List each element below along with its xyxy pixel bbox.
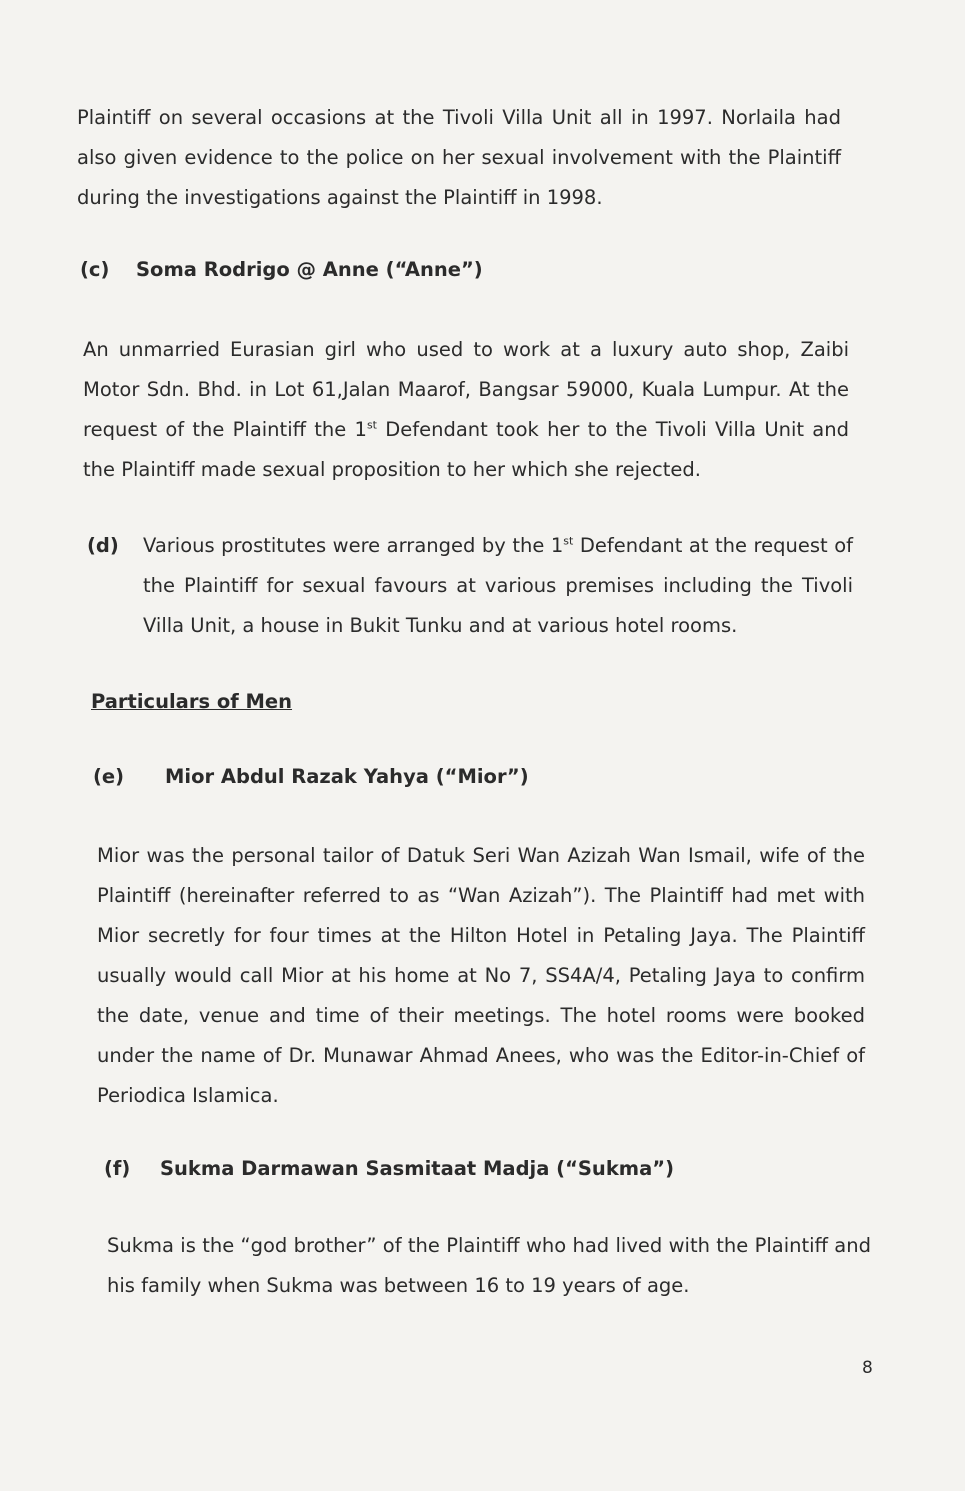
- item-marker: (d): [87, 534, 119, 557]
- page-number: 8: [862, 1358, 873, 1378]
- paragraph-e: [97, 836, 865, 1116]
- section-title: Particulars of Men: [91, 690, 293, 713]
- paragraph-f: [107, 1226, 871, 1306]
- item-marker: (e): [93, 765, 125, 788]
- section-heading: [91, 690, 292, 713]
- paragraph-text: Plaintiff on several occasions at the Tivoli Villa Unit all in 1997. Norlaila had also given evidence to the police on her sexual involvement with the Plaintiff during the investigations against the Plaintiff in 1998.: [77, 106, 841, 209]
- item-d: [87, 526, 853, 646]
- heading-e: [93, 765, 529, 788]
- heading-c: [80, 258, 483, 281]
- paragraph-text: An unmarried Eurasian girl who used to work at a luxury auto shop, Zaibi Motor Sdn. Bhd. in Lot 61,Jalan Maarof, Bangsar 59000, Kuala Lumpur. At the request of the Plaintiff the 1st Defendant took her to the Tivoli Villa Unit and the Plaintiff made sexual proposition to her which she rejected.: [83, 338, 849, 481]
- paragraph-c: [83, 330, 849, 490]
- paragraph-text: Mior was the personal tailor of Datuk Seri Wan Azizah Wan Ismail, wife of the Plaintiff (hereinafter referred to as “Wan Azizah”). The Plaintiff had met with Mior secretly for four times at the Hilton Hotel in Petaling Jaya. The Plaintiff usually would call Mior at his home at No 7, SS4A/4, Petaling Jaya to confirm the date, venue and time of their meetings. The hotel rooms were booked under the name of Dr. Munawar Ahmad Anees, who was the Editor-in-Chief of Periodica Islamica.: [97, 844, 865, 1107]
- item-marker: (c): [80, 258, 110, 281]
- item-marker: (f): [104, 1157, 131, 1180]
- heading-title: Sukma Darmawan Sasmitaat Madja (“Sukma”): [160, 1157, 674, 1180]
- heading-f: [104, 1157, 674, 1180]
- paragraph-text: Various prostitutes were arranged by the 1st Defendant at the request of the Plaintiff for sexual favours at various premises including the Tivoli Villa Unit, a house in Bukit Tunku and at various hotel rooms.: [143, 534, 853, 637]
- paragraph-text: Sukma is the “god brother” of the Plaintiff who had lived with the Plaintiff and his family when Sukma was between 16 to 19 years of age.: [107, 1234, 871, 1297]
- paragraph-b-continuation: [77, 98, 841, 218]
- heading-title: Soma Rodrigo @ Anne (“Anne”): [136, 258, 483, 281]
- heading-title: Mior Abdul Razak Yahya (“Mior”): [165, 765, 529, 788]
